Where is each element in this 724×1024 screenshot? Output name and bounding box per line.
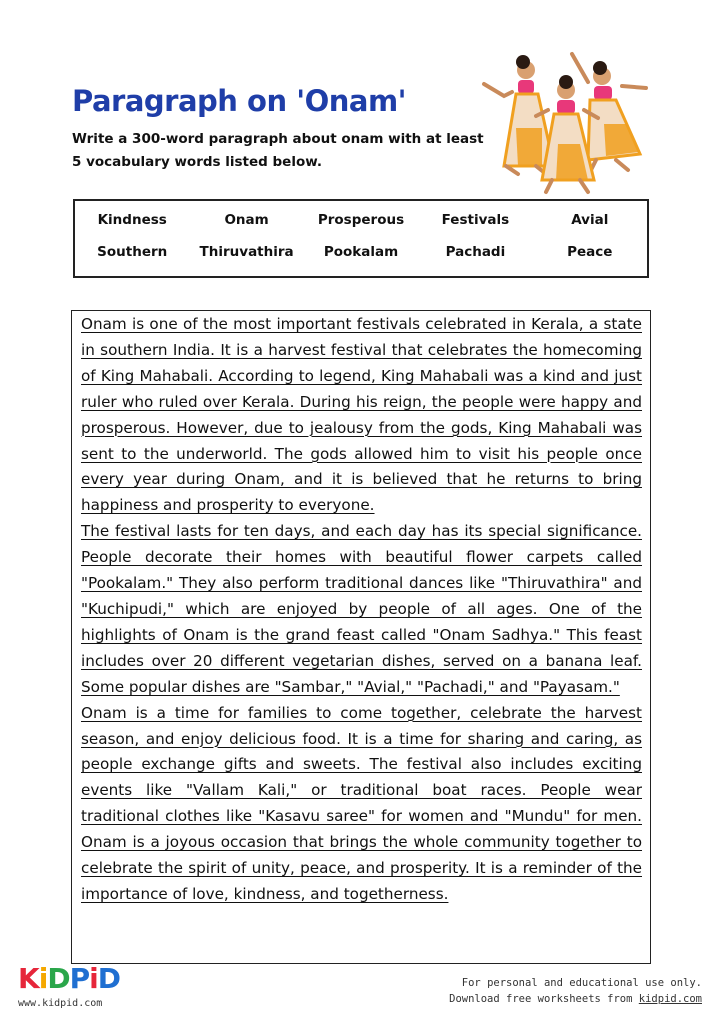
- vocab-word: Peace: [567, 244, 613, 260]
- website-url: www.kidpid.com: [18, 998, 103, 1009]
- paragraph-box: [71, 310, 651, 964]
- dancer-left: [484, 55, 554, 174]
- vocab-word: Festivals: [441, 212, 510, 228]
- logo-letter: D: [97, 962, 120, 995]
- footer-line-usage: For personal and educational use only.: [461, 977, 702, 989]
- vocab-word: Thiruvathira: [199, 244, 294, 260]
- page-title: Paragraph on 'Onam': [72, 84, 407, 118]
- vocab-word: Kindness: [97, 212, 167, 228]
- vocab-word: Pachadi: [445, 244, 506, 260]
- instructions: Write a 300-word paragraph about onam with at least 5 vocabulary words listed below.: [72, 131, 484, 170]
- footer-kidpid-link[interactable]: kidpid.com: [638, 993, 702, 1005]
- vocab-word: Onam: [224, 212, 269, 228]
- logo-letter: i: [38, 962, 48, 995]
- footer-line-download: [449, 991, 702, 1007]
- footer-download-text: Download free worksheets from: [449, 993, 639, 1005]
- vocab-word: Southern: [97, 244, 168, 260]
- vocabulary-grid: [75, 211, 647, 261]
- logo-letter: K: [18, 962, 39, 995]
- logo-letter: P: [69, 962, 90, 995]
- vocabulary-box: [73, 199, 649, 278]
- logo-letter: i: [89, 962, 98, 995]
- vocab-word: Avial: [571, 212, 609, 228]
- vocab-word: Prosperous: [317, 212, 405, 228]
- dancers-illustration: [476, 48, 656, 196]
- kidpid-logo: [18, 963, 120, 995]
- logo-letter: D: [47, 962, 70, 995]
- paragraph-togetherness: Onam is a time for families to come together, celebrate the harvest season, and enjoy delicious food. It is a time for sharing and caring, as people exchange gifts and sweets. The festival also includes exciting events like "Vallam Kali," or traditional boat races. People wear traditional clothes like "Kasavu saree" for women and "Mundu" for men. Onam is a joyous occasion that brings the whole community together to celebrate the spirit of unity, peace, and prosperity. It is a reminder of the importance of love, kindness, and togetherness.: [81, 703, 642, 903]
- footer-note: [449, 975, 702, 1007]
- paragraph-celebration: The festival lasts for ten days, and each day has its special significance. People decorate their homes with beautiful flower carpets called "Pookalam." They also perform traditional dances like "Thiruvathira" and "Kuchipudi," which are enjoyed by people of all ages. One of the highlights of Onam is the grand feast called "Onam Sadhya." This feast includes over 20 different vegetarian dishes, served on a banana leaf. Some popular dishes are "Sambar," "Avial," "Pachadi," and "Payasam.": [81, 522, 642, 696]
- vocab-word: Pookalam: [323, 244, 399, 260]
- paragraph-history: Onam is one of the most important festivals celebrated in Kerala, a state in southern India. It is a harvest festival that celebrates the homecoming of King Mahabali. According to legend, King Mahabali was a kind and just ruler who ruled over Kerala. During his reign, the people were happy and prosperous. However, due to jealousy from the gods, King Mahabali was sent to the underworld. The gods allowed him to visit his people once every year during Onam, and it is believed that he returns to bring happiness and prosperity to everyone.: [81, 315, 642, 515]
